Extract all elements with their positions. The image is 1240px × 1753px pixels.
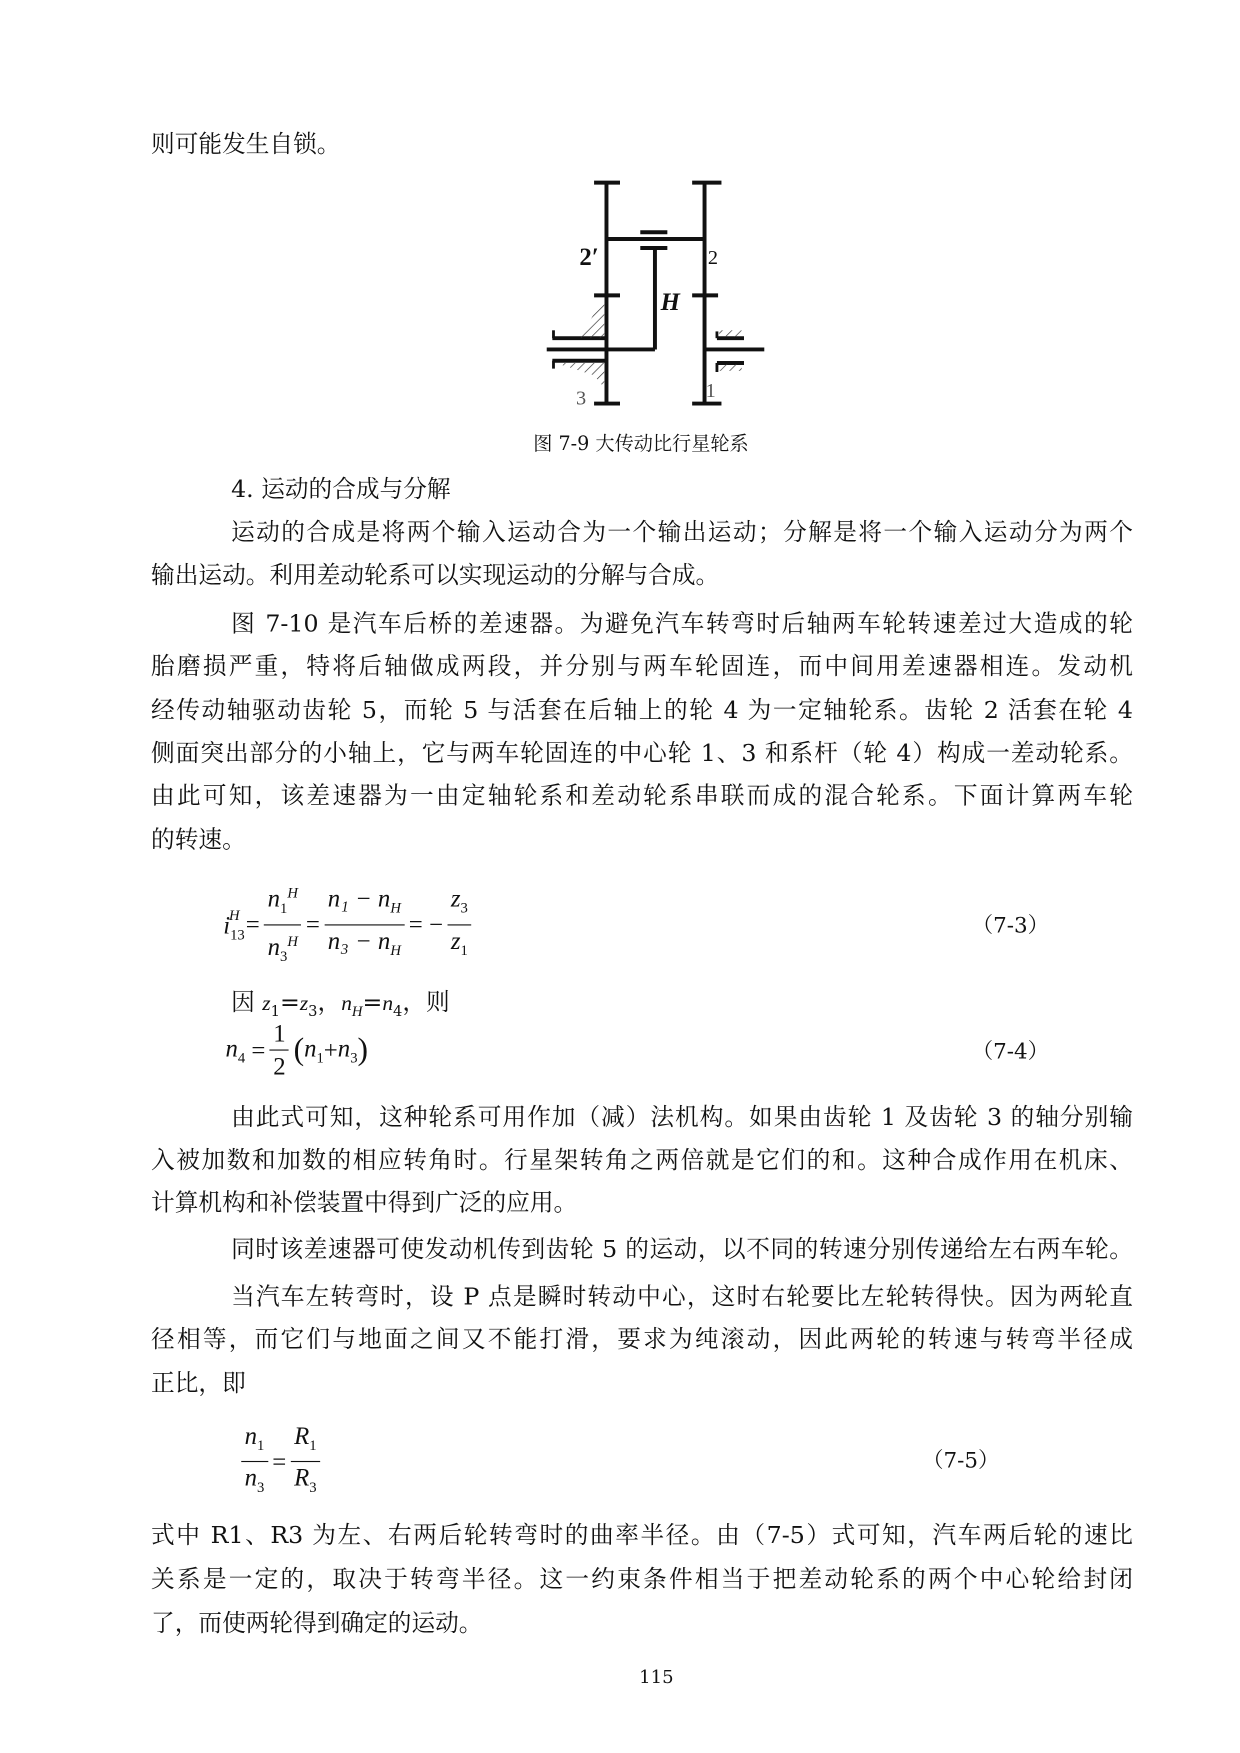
paragraph-line: 正比，即 xyxy=(151,1369,246,1397)
section-heading: 4. 运动的合成与分解 xyxy=(231,475,451,503)
paragraph-line: 关系是一定的，取决于转弯半径。这一约束条件相当于把差动轮系的两个中心轮给封闭 xyxy=(151,1565,1133,1593)
paragraph-line: 的转速。 xyxy=(151,826,246,854)
paragraph-line: 径相等，而它们与地面之间又不能打滑，要求为纯滚动，因此两轮的转速与转弯半径成 xyxy=(151,1325,1133,1353)
label-gear-1: 1 xyxy=(705,378,716,402)
label-gear-2: 2 xyxy=(707,245,719,269)
paragraph-line: 由此可知，该差速器为一由定轴轮系和差动轮系串联而成的混合轮系。下面计算两车轮 xyxy=(151,782,1133,810)
because-line: 因 $z_1=z_3$，$n_H=n_4$，则 xyxy=(231,988,450,1021)
planetary-gear-diagram xyxy=(0,0,1240,473)
equation-7-4: $n_4$ = $\frac{1}{2}$ ( $n_1$ + $n_3$ ) xyxy=(225,1019,369,1080)
paragraph-line: 胎磨损严重，特将后轴做成两段，并分别与两车轮固连，而中间用差速器相连。发动机 xyxy=(151,652,1133,680)
label-gear-3: 3 xyxy=(576,386,587,410)
ground-hatch-upper xyxy=(556,300,604,338)
paragraph-line: 输出运动。利用差动轮系可以实现运动的分解与合成。 xyxy=(151,561,720,589)
paragraph-line: 计算机构和补偿装置中得到广泛的应用。 xyxy=(151,1189,578,1217)
equation-7-5: $\frac{n_1}{n_3}$ = $\frac{R_1}{R_3}$ xyxy=(237,1423,325,1502)
paragraph-line: 式中 R1、R3 为左、右两后轮转弯时的曲率半径。由（7-5）式可知，汽车两后轮的速比 xyxy=(151,1521,1133,1549)
label-carrier-h: H xyxy=(660,287,680,316)
paragraph-line: 由此式可知，这种轮系可用作加（减）法机构。如果由齿轮 1 及齿轮 3 的轴分别输 xyxy=(231,1103,1133,1131)
equation-label-7-3: （7-3） xyxy=(971,913,1050,938)
paragraph-line: 了，而使两轮得到确定的运动。 xyxy=(151,1609,483,1637)
equation-7-3: $i_{13}^H$ = $\frac{n_1^H}{n_3^H}$ = $\frac{n_1 - n_H}{n_3 - n_H}$ = − $\frac{z_3}{z_1}$ xyxy=(223,879,476,970)
paragraph-line: 入被加数和加数的相应转角时。行星架转角之两倍就是它们的和。这种合成作用在机床、 xyxy=(151,1146,1133,1174)
paragraph-line: 经传动轴驱动齿轮 5，而轮 5 与活套在后轴上的轮 4 为一定轴轮系。齿轮 2 活套在轮 4 xyxy=(151,696,1133,724)
label-gear-2prime: 2′ xyxy=(579,242,599,271)
paragraph-line: 图 7-10 是汽车后桥的差速器。为避免汽车转弯时后轴两车轮转速差过大造成的轮 xyxy=(231,609,1133,637)
equation-label-7-5: （7-5） xyxy=(922,1448,1000,1474)
intro-line: 则可能发生自锁。 xyxy=(151,130,341,158)
paragraph-line: 当汽车左转弯时，设 P 点是瞬时转动中心，这时右轮要比左轮转得快。因为两轮直 xyxy=(231,1282,1133,1310)
page-number: 115 xyxy=(639,1666,674,1688)
paragraph-line: 侧面突出部分的小轴上，它与两车轮固连的中心轮 1、3 和系杆（轮 4）构成一差动轮系。 xyxy=(151,739,1133,767)
equation-label-7-4: （7-4） xyxy=(971,1039,1050,1065)
paragraph-line: 同时该差速器可使发动机传到齿轮 5 的运动，以不同的转速分别传递给左右两车轮。 xyxy=(231,1235,1133,1263)
paragraph-line: 运动的合成是将两个输入运动合为一个输出运动；分解是将一个输入运动分为两个 xyxy=(231,518,1133,546)
figure-caption: 图 7-9 大传动比行星轮系 xyxy=(533,432,749,456)
